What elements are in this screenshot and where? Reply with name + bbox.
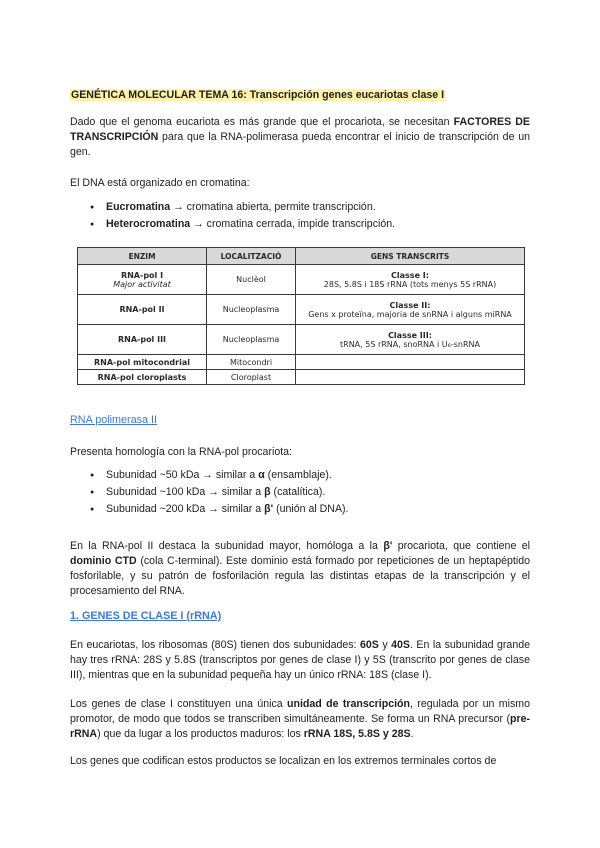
gene-class: Classe II:: [389, 300, 431, 310]
list-item-desc: → cromatina abierta, permite transcripción.: [170, 201, 376, 213]
table-row: [78, 295, 525, 325]
para-text: ) que da lugar a los productos maduros: los: [97, 728, 304, 740]
list-item-text: Subunidad ~100 kDa → similar a: [106, 486, 265, 498]
para-text: .: [410, 728, 414, 740]
subunit-list: [70, 467, 530, 518]
gene-list: Gens x proteïna, majoria de snRNA i alguns miRNA: [308, 309, 512, 319]
list-item-term: Heterocromatina: [106, 218, 191, 230]
table-row: [78, 355, 525, 370]
table-cell-location: Nucleoplasma: [207, 325, 296, 355]
para-text: y: [378, 639, 392, 651]
list-item-term: Eucromatina: [106, 201, 171, 213]
para-bold: pre-rRNA: [70, 713, 530, 740]
table-cell-location: Nuclèol: [207, 265, 296, 295]
list-item-text: Subunidad ~200 kDa → similar a: [106, 503, 265, 515]
para-bold: dominio CTD: [70, 555, 137, 567]
rna-polymerase-table: [77, 247, 525, 385]
list-item-text: Subunidad ~50 kDa → similar a: [106, 469, 259, 481]
section-heading-class1: 1. GENES DE CLASE I (rRNA): [70, 610, 222, 622]
list-item-text: (ensamblaje).: [264, 469, 332, 481]
table-cell-location: Nucleoplasma: [207, 295, 296, 325]
table-cell-genes: [296, 370, 525, 385]
ribosome-paragraph: [70, 638, 530, 683]
list-item: [70, 216, 530, 233]
para-bold: 60S: [360, 639, 379, 651]
table-cell-genes: [296, 295, 525, 325]
chromatin-list: [70, 199, 530, 233]
table-row: [78, 325, 525, 355]
table-cell-genes: [296, 325, 525, 355]
intro-paragraph: [70, 115, 530, 160]
gene-list: tRNA, 5S rRNA, snoRNA i U₆-snRNA: [340, 339, 480, 349]
list-item-text: (catalítica).: [270, 486, 326, 498]
list-item-text: (unión al DNA).: [273, 503, 349, 515]
table-cell-enzyme: [78, 265, 207, 295]
para-text: (cola C-terminal). Este dominio está formado por repeticiones de un heptapéptido fosforilable, y su patrón de fosforilación regula las distintas etapas de la transcripción y el procesamiento del RNA.: [70, 555, 530, 597]
genes-location-paragraph: Los genes que codifican estos productos se localizan en los extremos terminales cortos de: [70, 755, 497, 767]
table-row: [78, 265, 525, 295]
para-text: En eucariotas, los ribosomas (80S) tienen dos subunidades:: [70, 639, 360, 651]
section-heading-pol2: RNA polimerasa II: [70, 414, 158, 426]
pol2-lead: Presenta homología con la RNA-pol procariota:: [70, 446, 292, 458]
table-header: GENS TRANSCRITS: [296, 248, 525, 265]
greek-symbol: β: [264, 486, 271, 498]
list-item-desc: → cromatina cerrada, impide transcripción.: [190, 218, 396, 230]
greek-symbol: β': [264, 503, 274, 515]
table-header: LOCALITZACIÓ: [207, 248, 296, 265]
gene-class: Classe I:: [391, 270, 429, 280]
para-text: . En la subunidad grande hay tres rRNA: 28S y 5.8S (transcriptos por genes de clase I) y 5S (transcrito por genes de clase III), mientras que en la subunidad pequeña hay un único rRNA: 18S (clase I).: [70, 639, 530, 681]
page-title: GENÉTICA MOLECULAR TEMA 16: Transcripción genes eucariotas clase I: [71, 89, 445, 101]
para-bold: rRNA 18S, 5.8S y 28S: [303, 728, 411, 740]
greek-symbol: α: [258, 469, 265, 481]
para-text: Los genes de clase I constituyen una única: [70, 698, 288, 710]
table-cell-genes: [296, 355, 525, 370]
para-text: En la RNA-pol II destaca la subunidad mayor, homóloga a la: [70, 540, 384, 552]
table-cell-location: Mitocondri: [207, 355, 296, 370]
enzyme-name: RNA-pol I: [120, 270, 164, 280]
list-item: [70, 501, 530, 518]
greek-symbol: β': [383, 540, 393, 552]
table-cell-enzyme: RNA-pol mitocondrial: [78, 355, 207, 370]
table-header-row: [78, 248, 525, 265]
table-cell-enzyme: RNA-pol II: [78, 295, 207, 325]
table-row: [78, 370, 525, 385]
transcription-unit-paragraph: [70, 697, 530, 742]
table-cell-enzyme: RNA-pol III: [78, 325, 207, 355]
para-text: , regulada por un mismo promotor, de modo que todos se transcriben simultáneamente. Se forma un RNA precursor (: [70, 698, 530, 725]
gene-list: 28S, 5.8S i 18S rRNA (tots menys 5S rRNA): [323, 279, 497, 289]
table-header: ENZIM: [78, 248, 207, 265]
para-bold: 40S: [391, 639, 410, 651]
table-cell-genes: [296, 265, 525, 295]
ctd-paragraph: [70, 539, 530, 599]
table-cell-location: Cloroplast: [207, 370, 296, 385]
list-item: [70, 484, 530, 501]
intro-text-end: para que la RNA-polimerasa pueda encontrar el inicio de transcripción de un gen.: [70, 131, 530, 158]
chromatin-lead: El DNA está organizado en cromatina:: [70, 177, 250, 189]
intro-text: Dado que el genoma eucariota es más grande que el procariota, se necesitan: [70, 116, 454, 128]
enzyme-note: Major activitat: [113, 279, 171, 289]
list-item: [70, 467, 530, 484]
list-item: [70, 199, 530, 216]
table-cell-enzyme: RNA-pol cloroplasts: [78, 370, 207, 385]
para-text: procariota, que contiene el: [392, 540, 530, 552]
gene-class: Classe III:: [388, 330, 432, 340]
intro-bold: FACTORES DE TRANSCRIPCIÓN: [70, 116, 530, 143]
para-bold: unidad de transcripción: [287, 698, 410, 710]
